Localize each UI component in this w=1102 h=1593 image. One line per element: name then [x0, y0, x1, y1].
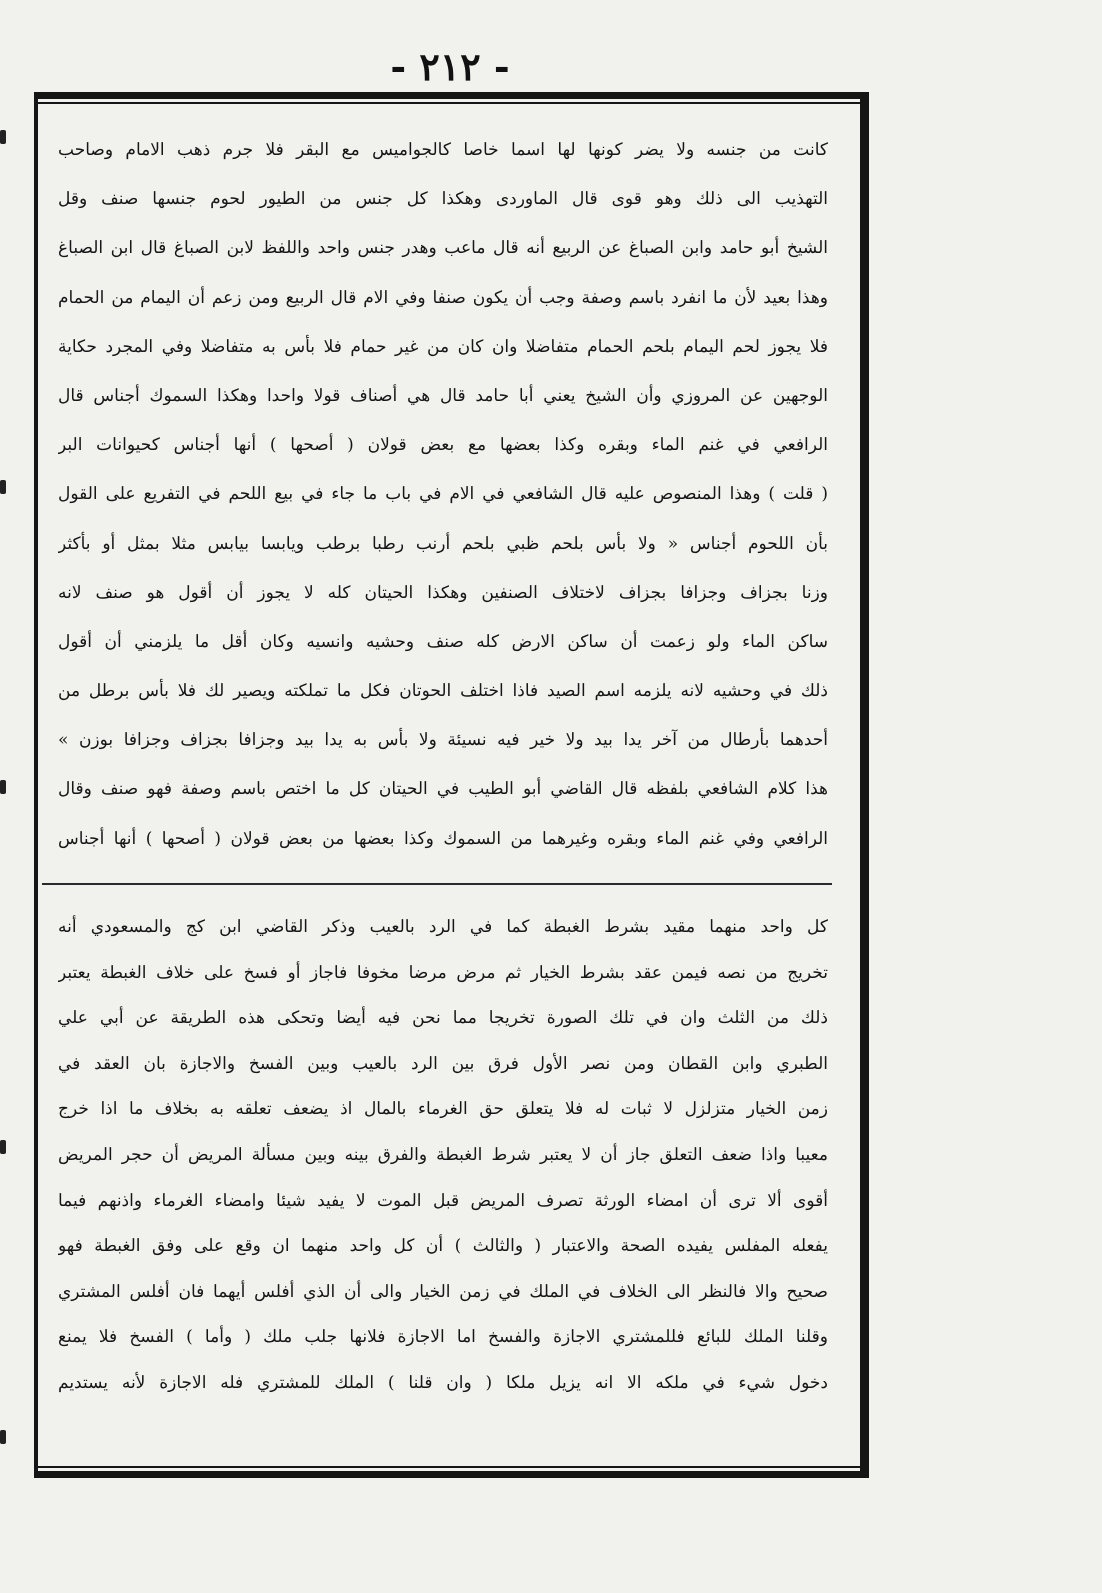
footnote-line: دخول شيء في ملكه الا انه يزيل ملكا ( وان قلنا ) الملك للمشتري فله الاجازة لأنه يستديم: [58, 1372, 828, 1393]
main-text-line: التهذيب الى ذلك وهو قوى قال الماوردى وهكذا كل جنس من الطيور لحوم جنسها صنف وقل: [58, 189, 828, 210]
main-text-line: أحدهما بأرطال من آخر يدا بيد ولا خير فيه نسيئة ولا بأس به يدا بيد وجزافا بجزاف وجزافا بوزن »: [58, 730, 828, 751]
footnote-divider: [42, 883, 832, 885]
main-text-line: الرافعي وفي غنم الماء وبقره وغيرهما من السموك وكذا بعضها من بعض قولان ( أصحها ) أنها أجناس: [58, 828, 828, 849]
footnote-line: صحيح والا فالنظر الى الخلاف في الملك في زمن الخيار والى أن الذي أفلس أيهما فان أفلس المشتري: [58, 1281, 828, 1302]
page-number: - ٢١٢ -: [390, 44, 510, 89]
main-text-block: [58, 126, 828, 864]
main-text-line: الشيخ أبو حامد وابن الصباغ عن الربيع أنه قال ماعب وهدر جنس واحد واللفظ لابن الصباغ قال ابن الصباغ: [58, 238, 828, 259]
main-text-line: ساكن الماء ولو زعمت أن ساكن الارض كله صنف وحشيه وانسيه وكان أقل ما يلزمني أن أقول: [58, 631, 828, 652]
main-text-line: بأن اللحوم أجناس « ولا بأس بلحم ظبي بلحم أرنب رطبا برطب ويابسا بيابس مثلا بمثل أو بأكثر: [58, 533, 828, 554]
footnote-line: كل واحد منهما مقيد بشرط الغبطة كما في الرد بالعيب وذكر القاضي ابن كج والمسعودي أنه: [58, 917, 828, 937]
footnote-line: أقوى ألا ترى أن امضاء الورثة تصرف المريض قبل الموت لا يفيد شيئا وامضاء الغرماء واذنهم فيما: [58, 1190, 828, 1211]
main-text-line: كانت من جنسه ولا يضر كونها لها اسما خاصا كالجواميس مع البقر فلا جرم ذهب الامام وصاحب: [58, 140, 828, 160]
binding-hole-mark: [0, 480, 6, 494]
footnote-line: يفعله المفلس يفيده الصحة والاعتبار ( والثالث ) أن كل واحد منهما ان وقع على وفق الغبطة فهو: [58, 1236, 828, 1257]
footnote-line: ذلك من الثلث وان في تلك الصورة تخريجا مما نحن فيه أيضا وتحكى هذه الطريقة عن أبي علي: [58, 1008, 828, 1029]
binding-hole-mark: [0, 1430, 6, 1444]
footnote-line: الطبري وابن القطان ومن نصر الأول فرق بين الرد بالعيب وبين الفسخ والاجازة بان العقد في: [58, 1053, 828, 1074]
main-text-line: وهذا بعيد لأن ما انفرد باسم وصفة وجب أن يكون صنفا وفي الام قال الربيع ومن زعم أن اليمام من الحمام: [58, 287, 828, 308]
footnote-line: تخريج من نصه فيمن عقد بشرط الخيار ثم مرض مرضا مخوفا فاجاز أو فسخ على خلاف الغبطة يعتبر: [58, 962, 828, 983]
main-text-line: الرافعي في غنم الماء وبقره وكذا بعضها مع بعض قولان ( أصحها ) أنها أجناس كحيوانات البر: [58, 435, 828, 456]
binding-hole-mark: [0, 130, 6, 144]
main-text-line: فلا يجوز لحم اليمام بلحم الحمام متفاضلا وان كان من غير حمام فلا بأس به متفاضلا وفي المجرد حكاية: [58, 336, 828, 357]
main-text-line: هذا كلام الشافعي بلفظه قال القاضي أبو الطيب في الحيتان كل ما اختص باسم وصفة فهو صنف وقال: [58, 779, 828, 800]
bottom-rule-thick: [34, 1471, 869, 1478]
main-text-line: وزنا بجزاف وجزافا بجزاف لاختلاف الصنفين وهكذا الحيتان كله لا يجوز أن أقول هو صنف لانه: [58, 582, 828, 603]
main-text-line: ذلك في وحشيه لانه يلزمه اسم الصيد فاذا اختلف الحوتان فكل ما تملكته ويصير لك فلا بأس برطل من: [58, 681, 828, 702]
footnote-block: [58, 905, 828, 1407]
footnote-line: معيبا واذا ضعف التعلق جاز أن لا يعتبر شرط الغبطة والفرق بينه وبين مسألة المريض أن حجر المريض: [58, 1144, 828, 1165]
footnote-line: زمن الخيار متزلزل لا ثبات له فلا يتعلق حق الغرماء بالمال اذ يضعف تعلقه به بخلاف ما اذا خرج: [58, 1099, 828, 1120]
main-text-line: الوجهين عن المروزي وأن الشيخ يعني أبا حامد قال هي أصناف قولا واحدا وهكذا السموك أجناس قال: [58, 385, 828, 406]
main-text-line: ( قلت ) وهذا المنصوص عليه قال الشافعي في الام في باب ما جاء في بيع اللحم في التفريع على القول: [58, 484, 828, 505]
binding-hole-mark: [0, 780, 6, 794]
bottom-rule-thin: [34, 1466, 869, 1468]
binding-hole-mark: [0, 1140, 6, 1154]
footnote-line: وقلنا الملك للبائع فللمشتري الاجازة والفسخ اما الاجازة فلانها جلب ملك ( وأما ) الفسخ فلا يمنع: [58, 1327, 828, 1348]
